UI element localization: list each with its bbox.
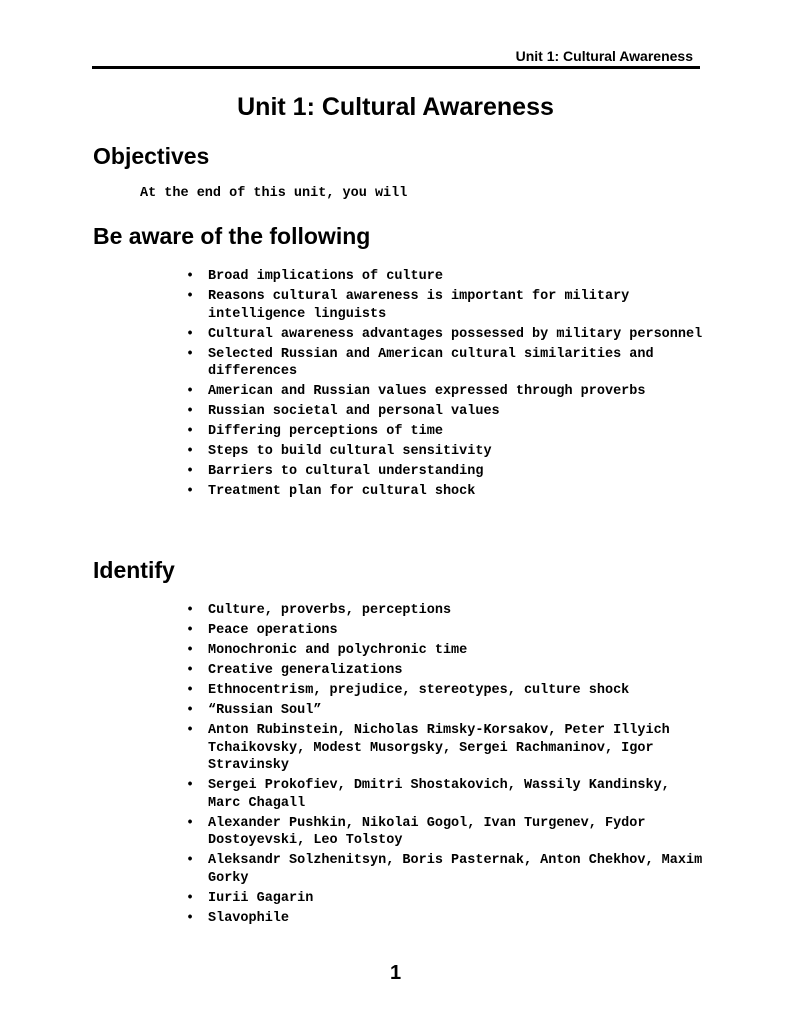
list-item: • American and Russian values expressed through proverbs [186,384,646,399]
identify-list [186,602,706,930]
aware-heading: Be aware of the following [93,223,371,249]
list-item: • Creative generalizations [186,663,403,678]
page-number: 1 [389,962,402,984]
list-item: • Aleksandr Solzhenitsyn, Boris Pasternak, Anton Chekhov, Maxim Gorky [186,853,703,886]
list-item: • Russian societal and personal values [186,404,500,419]
list-item: • Alexander Pushkin, Nikolai Gogol, Ivan Turgenev, Fydor Dostoyevski, Leo Tolstoy [186,815,646,848]
list-item: • Cultural awareness advantages possessed by military personnel [186,326,703,342]
list-item: • Monochronic and polychronic time [186,643,468,658]
header-rule [92,66,700,69]
list-item: • Steps to build cultural sensitivity [186,444,492,459]
objectives-intro: At the end of this unit, you will [140,186,408,201]
list-item: • Iurii Gagarin [186,890,314,906]
aware-list [186,268,706,503]
objectives-heading: Objectives [93,143,210,169]
running-header: Unit 1: Cultural Awareness [515,48,693,64]
list-item: • Anton Rubinstein, Nicholas Rimsky-Korsakov, Peter Illyich Tchaikovsky, Modest Musorgsky, Sergei Rachmaninov, Igor Stravinsky [186,723,670,773]
list-item: • Treatment plan for cultural shock [186,484,476,499]
list-item: • Differing perceptions of time [186,424,443,439]
list-item: • Ethnocentrism, prejudice, stereotypes, culture shock [186,683,630,698]
list-item: • Slavophile [186,910,290,926]
list-item: • Culture, proverbs, perceptions [186,603,452,618]
list-item: • Selected Russian and American cultural similarities and differences [186,346,654,379]
list-item: • Sergei Prokofiev, Dmitri Shostakovich, Wassily Kandinsky, Marc Chagall [186,778,670,811]
page-title: Unit 1: Cultural Awareness [237,93,554,121]
list-item: • “Russian Soul” [186,703,322,718]
list-item: • Peace operations [186,623,338,638]
list-item: • Broad implications of culture [186,269,443,284]
identify-heading: Identify [93,557,175,583]
list-item: • Reasons cultural awareness is important for military intelligence linguists [186,289,630,322]
list-item: • Barriers to cultural understanding [186,464,484,479]
